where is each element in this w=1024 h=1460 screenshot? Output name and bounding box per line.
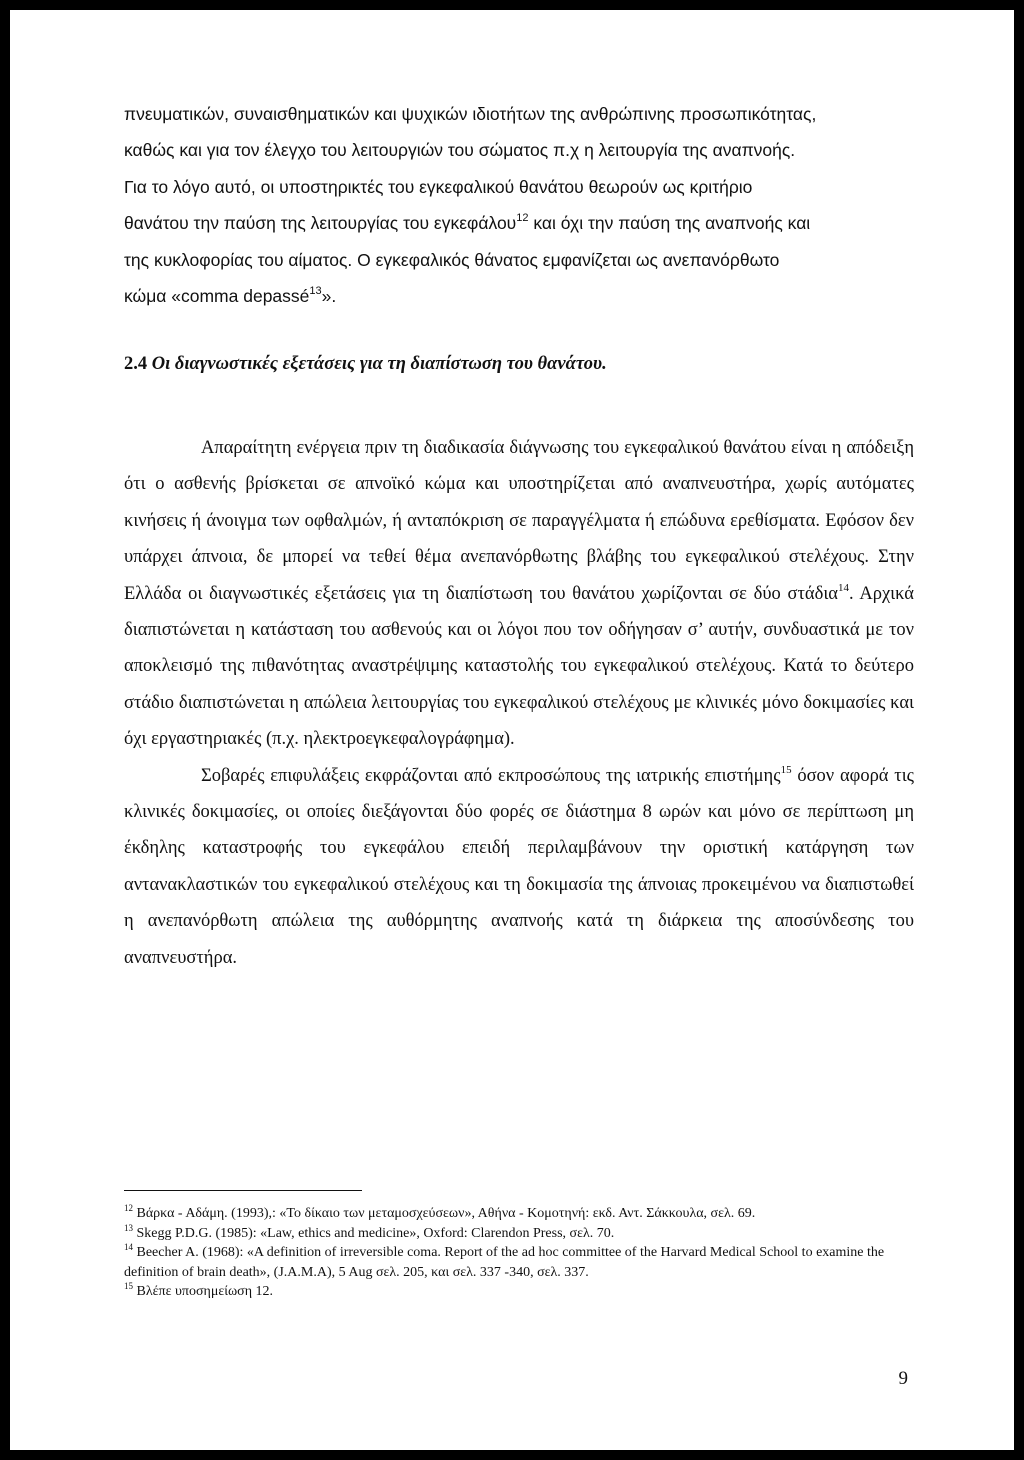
footnote-divider <box>124 1190 362 1191</box>
footnote-ref-15: 15 <box>780 763 792 776</box>
footnotes <box>124 1204 914 1302</box>
page-number: 9 <box>898 1368 908 1389</box>
intro-line: κώμα «comma depassé$^{13}$». <box>124 285 337 307</box>
footnote-ref-13: 13 <box>309 285 322 298</box>
footnote: $^{13}$ Skegg P.D.G. (1985): «Law, ethics and medicine», Oxford: Clarendon Press, σελ. 70. <box>124 1222 615 1241</box>
intro-paragraph <box>124 96 914 314</box>
footnote: $^{12}$ Βάρκα - Αδάμη. (1993),: «Το δίκαιο των μεταμοσχεύσεων», Αθήνα - Κομοτηνή: εκδ. Αντ. Σάκκουλα, σελ. 69. <box>124 1203 756 1221</box>
section-title: Οι διαγνωστικές εξετάσεις για τη διαπίστωση του θανάτου. <box>151 354 607 374</box>
footnote-ref-12: 12 <box>516 212 529 225</box>
intro-line: της κυκλοφορίας του αίματος. Ο εγκεφαλικός θάνατος εμφανίζεται ως ανεπανόρθωτο <box>124 249 780 270</box>
footnote: $^{15}$ Βλέπε υποσημείωση 12. <box>124 1281 274 1299</box>
paragraph: Απαραίτητη ενέργεια πριν τη διαδικασία διάγνωσης του εγκεφαλικού θανάτου είναι η απόδειξη ότι ο ασθενής βρίσκεται σε απνοϊκό κώμα και υποστηρίζεται από αναπνευστήρα, χωρίς αυτόματες κινήσεις ή άνοιγμα των οφθαλμών, ή ανταπόκριση σε παραγγέλματα ή επώδυνα ερεθίσματα. Εφόσον δεν υπάρχει άπνοια, δε μπορεί να τεθεί θέμα ανεπανόρθωτης βλάβης του εγκεφαλικού στελέχους. Στην Ελλάδα οι διαγνωστικές εξετάσεις για τη διαπίστωση του θανάτου χωρίζονται σε δύο στάδια$^{14}$. Αρχικά διαπιστώνεται η κατάσταση του ασθενούς και οι λόγοι που τον οδήγησαν σ’ αυτήν, συνδυαστικά με τον αποκλεισμό της πιθανότητας αναστρέψιμης καταστολής του εγκεφαλικού στελέχους. Κατά το δεύτερο στάδιο διαπιστώνεται η απώλεια λειτουργίας του εγκεφαλικού στελέχους με κλινικές μόνο δοκιμασίες και όχι εργαστηριακές (π.χ. ηλεκτροεγκεφαλογράφημα). <box>124 438 914 750</box>
footnote-ref-14: 14 <box>838 581 849 594</box>
intro-line: πνευματικών, συναισθηματικών και ψυχικών ιδιοτήτων της ανθρώπινης προσωπικότητας, <box>124 104 817 124</box>
intro-line: θανάτου την παύση της λειτουργίας του εγκεφάλου$^{12}$ και όχι την παύση της αναπνοής και <box>124 212 811 234</box>
section-number: 2.4 <box>124 354 148 374</box>
paragraph: Σοβαρές επιφυλάξεις εκφράζονται από εκπροσώπους της ιατρικής επιστήμης$^{15}$ όσον αφορά τις κλινικές δοκιμασίες, οι οποίες διεξάγονται δύο φορές σε διάστημα 8 ωρών και μόνο σε περίπτωση μη έκδηλης καταστροφής του εγκεφάλου επειδή περιλαμβάνουν την οριστική κατάργηση των αντανακλαστικών του εγκεφαλικού στελέχους και τη δοκιμασία της άπνοιας προκειμένου να διαπιστωθεί η ανεπανόρθωτη απώλεια της αυθόρμητης αναπνοής κατά τη διάρκεια της αποσύνδεσης του αναπνευστήρα. <box>124 763 914 968</box>
main-text <box>124 430 914 976</box>
footnote: $^{14}$ Beecher A. (1968): «A definition of irreversible coma. Report of the ad hoc committee of the Harvard Medical School to examine the definition of brain death», (J.A.M.A), 5 Aug σελ. 205, και σελ. 337 -340, σελ. 337. <box>124 1242 885 1280</box>
intro-line: καθώς και για τον έλεγχο του λειτουργιών του σώματος π.χ η λειτουργία της αναπνοής. <box>124 140 796 161</box>
document-page <box>10 10 1014 1450</box>
section-heading <box>124 354 914 375</box>
intro-line: Για το λόγο αυτό, οι υποστηρικτές του εγκεφαλικού θανάτου θεωρούν ως κριτήριο <box>124 176 753 197</box>
